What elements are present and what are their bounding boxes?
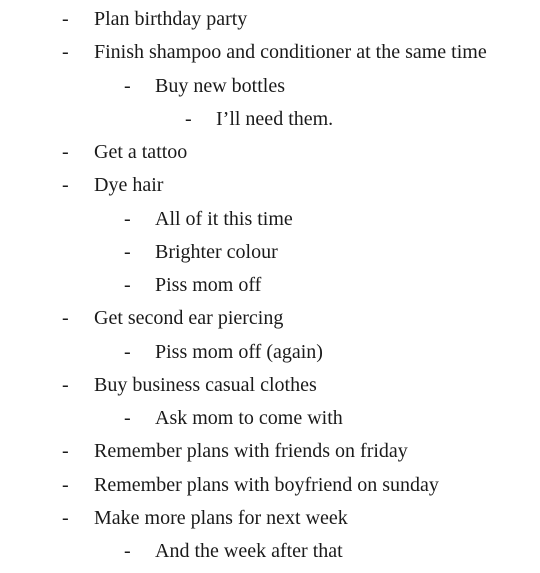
list-item xyxy=(0,74,540,98)
list-item-text: Make more plans for next week xyxy=(94,506,348,529)
list-bullet: - xyxy=(62,506,69,529)
list-bullet: - xyxy=(62,373,69,396)
list-item xyxy=(0,373,540,397)
list-item-text: Brighter colour xyxy=(155,240,278,263)
list-item xyxy=(0,340,540,364)
list-item xyxy=(0,240,540,264)
list-item-text: Remember plans with boyfriend on sunday xyxy=(94,473,439,496)
list-item xyxy=(0,7,540,31)
list-bullet: - xyxy=(124,407,131,429)
list-bullet: - xyxy=(124,540,131,562)
list-item xyxy=(0,306,540,330)
list-item-text: All of it this time xyxy=(155,207,293,230)
list-bullet: - xyxy=(124,74,131,97)
list-item xyxy=(0,473,540,497)
list-item-text: Get a tattoo xyxy=(94,141,188,163)
list-item xyxy=(0,207,540,231)
list-item xyxy=(0,273,540,297)
list-item-text: Dye hair xyxy=(94,174,164,197)
list-bullet: - xyxy=(62,307,69,330)
list-item-text: Buy new bottles xyxy=(155,74,285,97)
list-item xyxy=(0,107,540,131)
list-item xyxy=(0,439,540,463)
list-bullet: - xyxy=(62,440,69,463)
list-bullet: - xyxy=(124,207,131,230)
list-item-text: Plan birthday party xyxy=(94,8,248,30)
list-item xyxy=(0,40,540,64)
list-bullet: - xyxy=(124,340,131,363)
list-item-text: Piss mom off xyxy=(155,274,262,296)
list-bullet: - xyxy=(62,141,69,163)
list-bullet: - xyxy=(62,8,69,30)
list-item-text: Piss mom off (again) xyxy=(155,340,323,363)
list-item xyxy=(0,140,540,164)
list-item-text: Ask mom to come with xyxy=(155,407,343,429)
list-bullet: - xyxy=(124,274,131,296)
list-item-text: And the week after that xyxy=(155,540,343,562)
list-item-text: I’ll need them. xyxy=(216,107,334,130)
list-bullet: - xyxy=(62,174,69,197)
list-item xyxy=(0,506,540,530)
list-item xyxy=(0,406,540,430)
list-item-text: Finish shampoo and conditioner at the same time xyxy=(94,41,487,64)
list-bullet: - xyxy=(124,240,131,263)
list-bullet: - xyxy=(62,41,69,64)
list-bullet: - xyxy=(62,473,69,496)
list-item-text: Buy business casual clothes xyxy=(94,373,317,396)
list-item-text: Remember plans with friends on friday xyxy=(94,440,408,463)
list-bullet: - xyxy=(185,107,192,130)
list-item xyxy=(0,539,540,563)
list-item-text: Get second ear piercing xyxy=(94,307,284,330)
list-item xyxy=(0,173,540,197)
